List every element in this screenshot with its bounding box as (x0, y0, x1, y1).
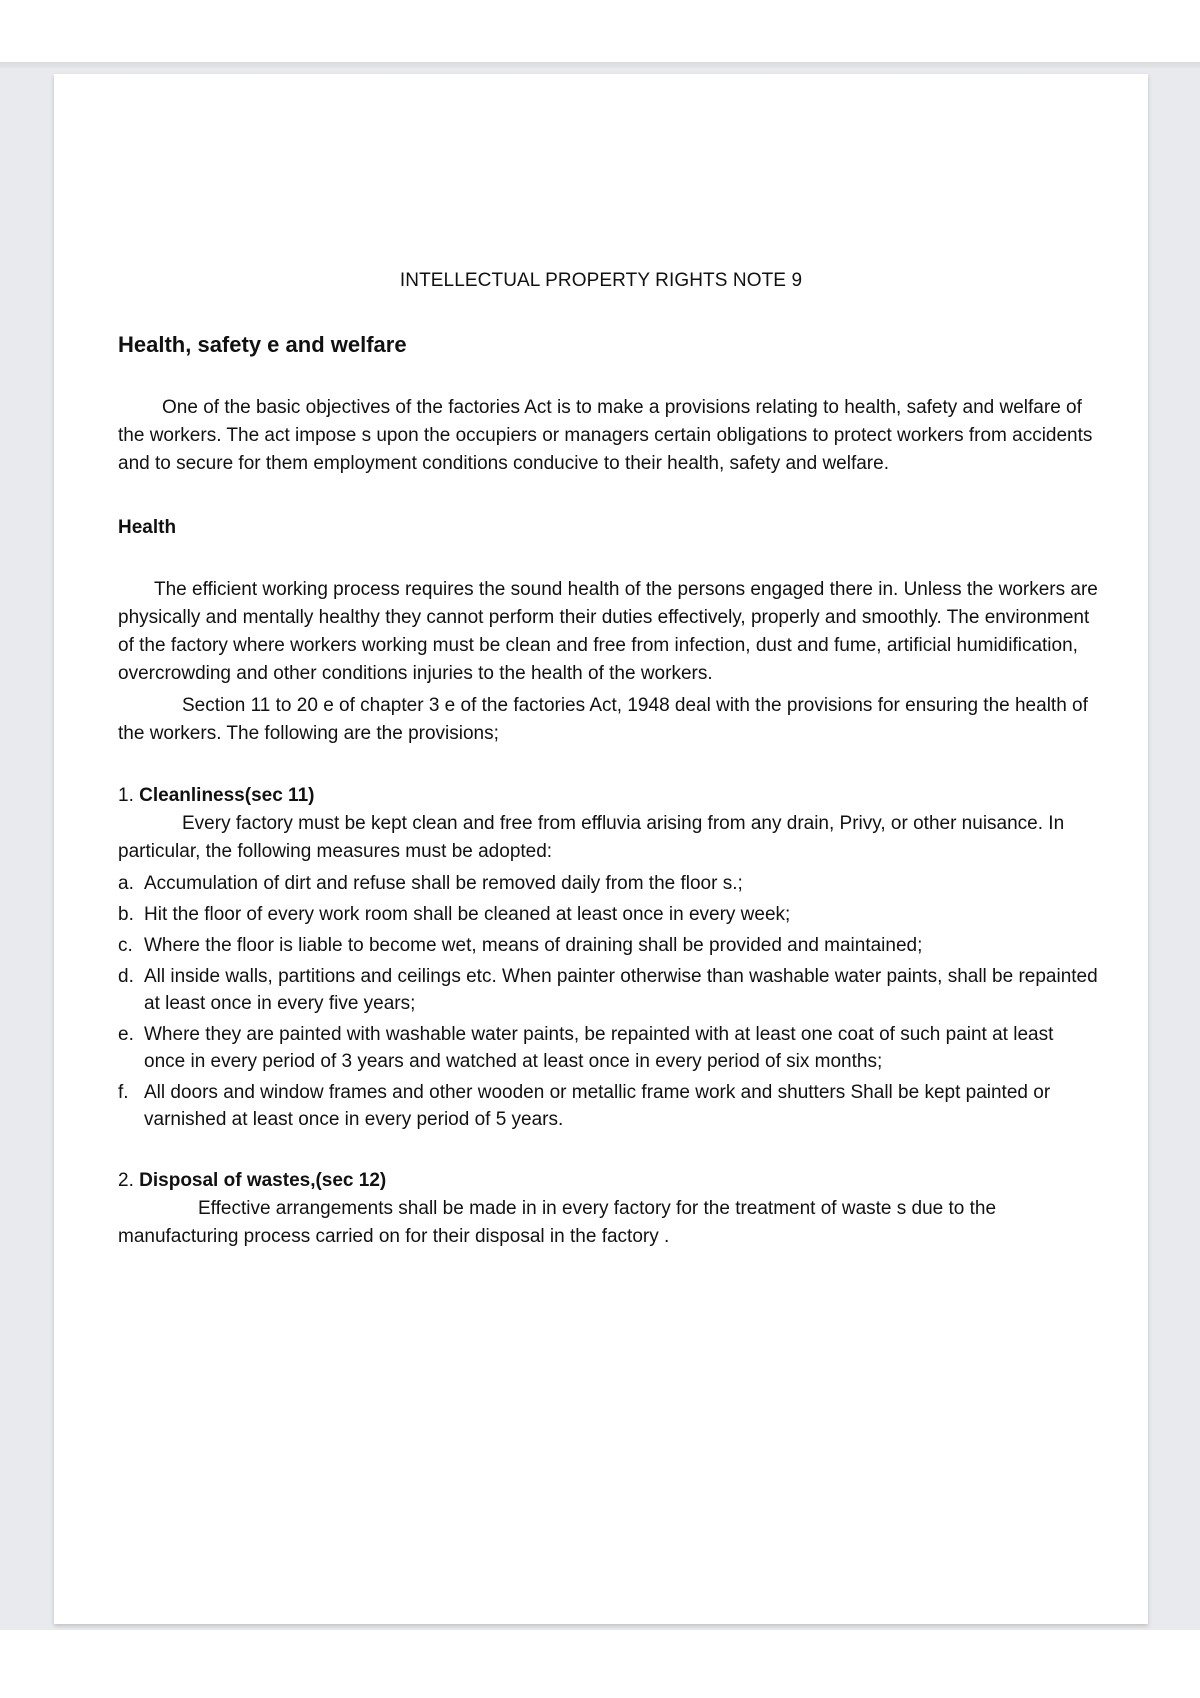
list-item-text: Accumulation of dirt and refuse shall be removed daily from the floor s.; (144, 873, 743, 894)
list-item (118, 901, 1098, 928)
document-title: INTELLECTUAL PROPERTY RIGHTS NOTE 9 (399, 270, 803, 291)
list-marker: c. (118, 935, 133, 956)
cleanliness-number: 1. (118, 785, 134, 806)
list-marker: f. (118, 1082, 129, 1103)
health-paragraph: The efficient working process requires the sound health of the persons engaged there in. Unless the workers are physically and mentally healthy they cannot perform their duties effectively, properly and smoothly. The environment of the factory where workers working must be clean and free from infection, dust and fume, artificial humidification, overcrowding and other conditions injuries to the health of the workers. (118, 579, 1098, 684)
document-page (54, 74, 1148, 1624)
list-marker: e. (118, 1024, 134, 1045)
health-heading: Health (118, 517, 177, 538)
wastes-number: 2. (118, 1170, 134, 1191)
list-item-text: Where the floor is liable to become wet, means of draining shall be provided and maintained; (144, 935, 923, 956)
list-item-text: Where they are painted with washable water paints, be repainted with at least one coat of such paint at least once in every period of 3 years and watched at least once in every period of six months; (144, 1024, 1054, 1072)
wastes-title: Disposal of wastes,(sec 12) (139, 1170, 387, 1191)
list-marker: d. (118, 966, 134, 987)
main-heading: Health, safety e and welfare (118, 332, 407, 357)
wastes-heading (118, 1167, 1098, 1195)
list-item (118, 1021, 1098, 1075)
list-item-text: All doors and window frames and other wooden or metallic frame work and shutters Shall be kept painted or varnished at least once in every period of 5 years. (144, 1082, 1051, 1130)
list-marker: a. (118, 873, 134, 894)
cleanliness-heading (118, 782, 1098, 810)
wastes-paragraph: Effective arrangements shall be made in in every factory for the treatment of waste s due to the manufacturing process carried on for their disposal in the factory . (118, 1198, 997, 1247)
intro-paragraph: One of the basic objectives of the factories Act is to make a provisions relating to health, safety and welfare of the workers. The act impose s upon the occupiers or managers certain obligations to protect workers from accidents and to secure for them employment conditions conducive to their health, safety and welfare. (118, 397, 1093, 474)
cleanliness-paragraph: Every factory must be kept clean and free from effluvia arising from any drain, Privy, or other nuisance. In particular, the following measures must be adopted: (118, 813, 1065, 862)
list-item-text: All inside walls, partitions and ceilings etc. When painter otherwise than washable water paints, shall be repainted at least once in every five years; (144, 966, 1098, 1014)
cleanliness-list (118, 870, 1098, 1133)
list-item-text: Hit the floor of every work room shall be cleaned at least once in every week; (144, 904, 791, 925)
list-item (118, 1079, 1098, 1133)
list-item (118, 963, 1098, 1017)
cleanliness-title: Cleanliness(sec 11) (139, 785, 315, 806)
list-item (118, 870, 1098, 897)
document-body (118, 330, 1098, 1251)
list-item (118, 932, 1098, 959)
list-marker: b. (118, 904, 134, 925)
health-provisions-paragraph: Section 11 to 20 e of chapter 3 e of the factories Act, 1948 deal with the provisions for ensuring the health of the workers. The following are the provisions; (118, 695, 1088, 744)
